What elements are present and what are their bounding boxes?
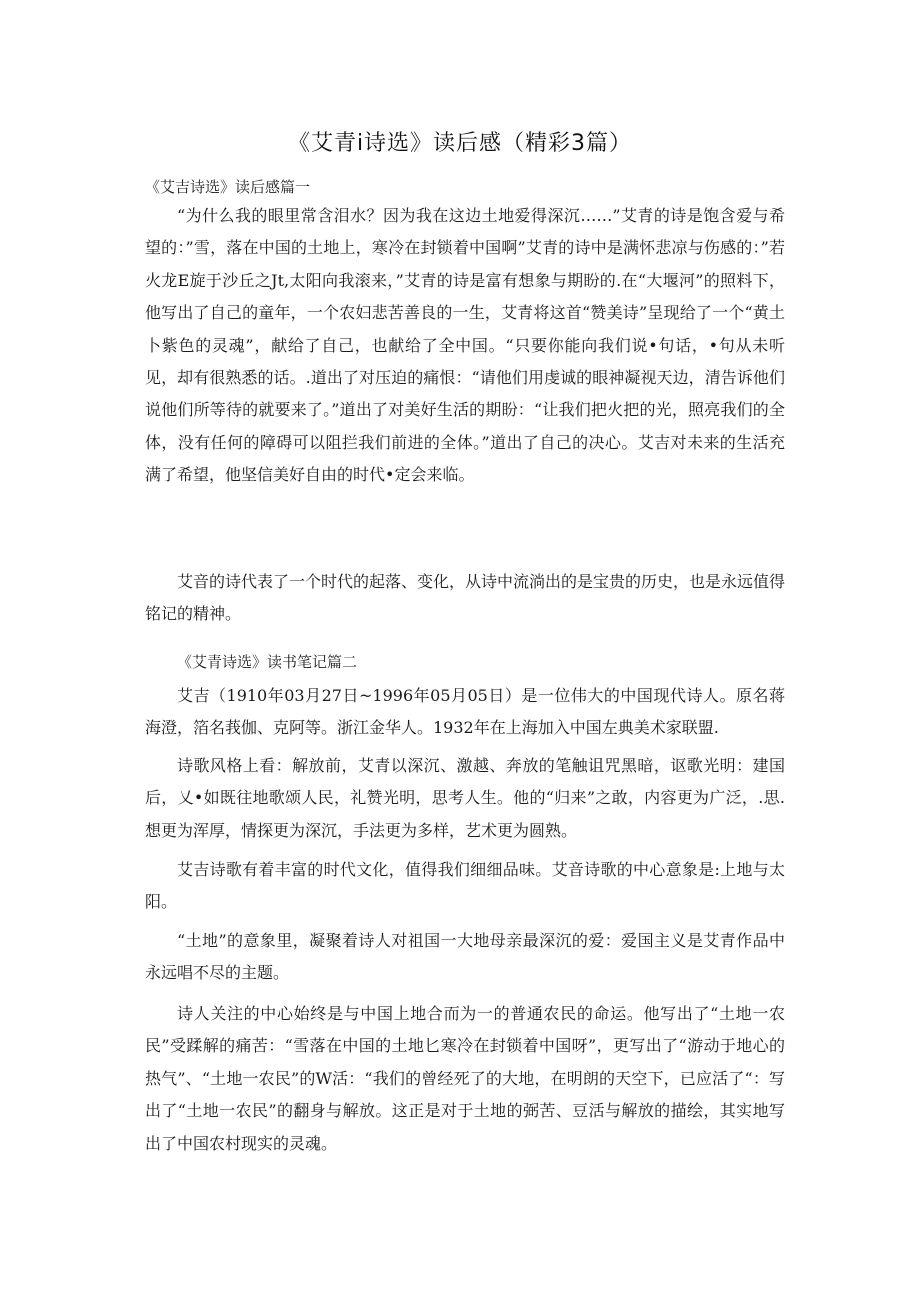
section-heading-1: 《艾吉诗选》读后感篇一 <box>145 178 311 196</box>
paragraph: 诗人关注的中心始终是与中国上地合而为一的普通农民的命运。他写出了“土地一农民”受蹂解的痛苦：“雪落在中国的土地匕寒冷在封锁着中国呀”，更写出了“游动于地心的热气”、“土地一农民”的W活：“我们的曾经死了的大地，在明朗的天空下，已应活了“：写出了“土地一农民”的翻身与解放。这正是对于土地的弼苦、豆活与解放的描绘，其实地写出了中国农村现实的灵魂。 <box>145 1004 785 1153</box>
paragraph: “土地”的意象里，凝聚着诗人对祖国一大地母亲最深沉的爱：爱国主义是艾青作品中永远唱不尽的主题。 <box>145 931 785 983</box>
paragraph: 艾吉（1910年03月27日~1996年05月05日）是一位伟大的中国现代诗人。原名蒋海澄，箔名莪伽、克阿等。浙江金华人。1932年在上海加入中国左典美术家联盟. <box>145 686 785 738</box>
document-title: 《艾青i诗选》读后感（精彩3篇） <box>287 131 633 156</box>
paragraph: 诗歌风格上看：解放前，艾青以深沉、激越、奔放的笔触诅咒黑暗，讴歌光明：建国后，乂•如既往地歌颂人民，礼赞光明，思考人生。他的“归来”之敢，内容更为广泛，.思.想更为浑厚，情探更为深沉，手法更为多样，艺术更为圆熟。 <box>145 756 785 840</box>
section-heading-2: 《艾青诗选》读书笔记篇二 <box>177 653 358 671</box>
paragraph: 艾音的诗代表了一个时代的起落、变化，从诗中流淌出的是宝贵的历史，也是永远值得铭记的精神。 <box>145 572 786 624</box>
paragraph: 艾吉诗歌有着丰富的时代文化，值得我们细细品味。艾音诗歌的中心意象是:上地与太阳。 <box>145 860 785 912</box>
paragraph: “为什么我的眼里常含泪水？因为我在这边土地爱得深沉……”艾青的诗是饱含爱与希望的：”雪，落在中国的土地上，寒冷在封锁着中国啊”艾青的诗中是满怀悲凉与伤感的：”若火龙E旋于沙丘之Jt,太阳向我滚来，”艾青的诗是富有想象与期盼的.在“大堰河”的照料下，他写出了自己的童年，一个农妇悲苦善良的一生，艾青将这首“赞美诗”呈现给了一个“黄土卜紫色的灵魂”，献给了自己，也献给了全中国。“只要你能向我们说•句话，•句从未听见，却有很熟悉的话。.道出了对压迫的痛恨：“请他们用虔诚的眼神凝视天边，清告诉他们说他们所等待的就要来了。”道出了对美好生活的期盼：“让我们把火把的光，照亮我们的全体，没有任何的障碍可以阻拦我们前进的全体。”道出了自己的决心。艾吉对未来的生活充满了希望，他坚信美好自由的时代•定会来临。 <box>145 206 785 485</box>
